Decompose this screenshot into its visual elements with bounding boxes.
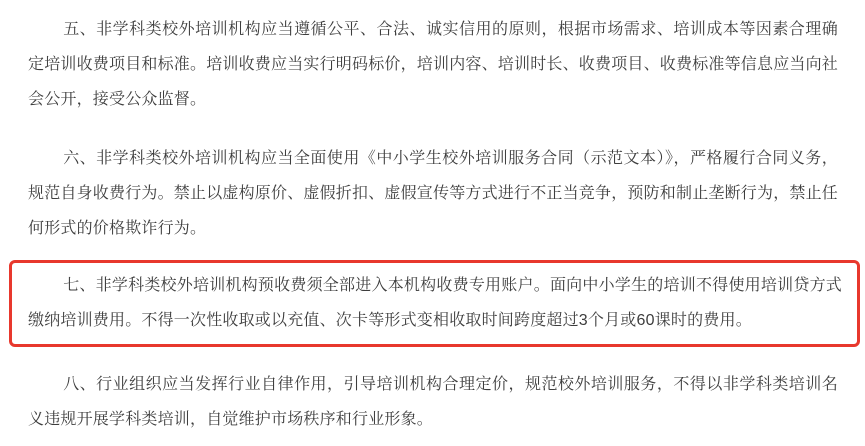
- red-highlight-box: [9, 260, 860, 347]
- clause-paragraph-7-highlighted: 七、非学科类校外培训机构预收费须全部进入本机构收费专用账户。面向中小学生的培训不得使用培训贷方式缴纳培训费用。不得一次性收取或以充值、次卡等形式变相收取时间跨度超过3个月或60课时的费用。: [28, 277, 842, 329]
- clause-paragraph-5: 五、非学科类校外培训机构应当遵循公平、合法、诚实信用的原则，根据市场需求、培训成本等因素合理确定培训收费项目和标准。培训收费应当实行明码标价，培训内容、培训时长、收费项目、收费标准等信息应当向社会公开，接受公众监督。: [28, 21, 839, 108]
- clause-paragraph-8: 八、行业组织应当发挥行业自律作用，引导培训机构合理定价，规范校外培训服务，不得以非学科类培训名义违规开展学科类培训，自觉维护市场秩序和行业形象。: [28, 376, 838, 428]
- clause-paragraph-6: 六、非学科类校外培训机构应当全面使用《中小学生校外培训服务合同（示范文本）》，严格履行合同义务，规范自身收费行为。禁止以虚构原价、虚假折扣、虚假宣传等方式进行不正当竞争，预防和制止垄断行为，禁止任何形式的价格欺诈行为。: [28, 150, 839, 237]
